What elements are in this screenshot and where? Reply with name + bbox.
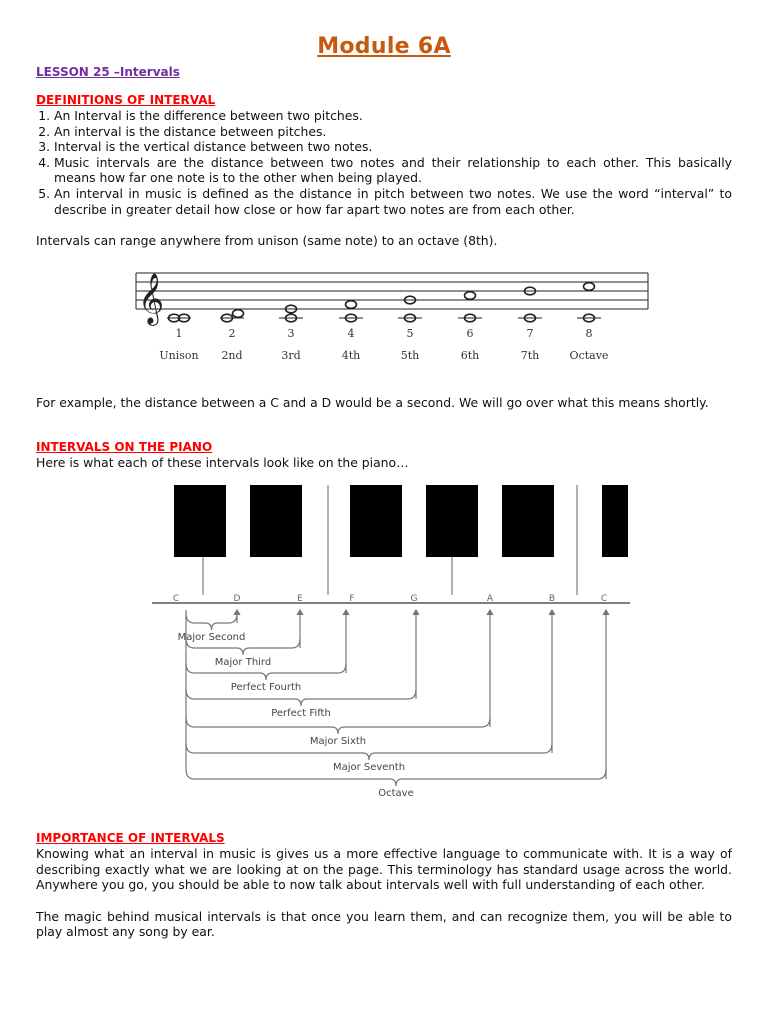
- interval-name: Unison: [159, 348, 199, 362]
- definition-item: 1. An Interval is the difference between two pitches.: [54, 108, 732, 124]
- arrow-up-icon: [549, 610, 555, 615]
- black-key: [174, 485, 226, 557]
- staff-notes: [167, 282, 601, 321]
- interval-bracket: [186, 743, 552, 760]
- black-key: [350, 485, 402, 557]
- black-keys: [174, 485, 628, 557]
- treble-clef-icon: 𝄞: [138, 272, 165, 324]
- black-key: [250, 485, 302, 557]
- black-key: [502, 485, 554, 557]
- interval-name: 5th: [400, 348, 420, 362]
- document-page: [36, 30, 732, 940]
- interval-staff-figure: [36, 261, 732, 391]
- key-label: E: [297, 593, 303, 604]
- interval-bracket-label: Major Third: [214, 656, 272, 668]
- whole-note: [465, 291, 476, 299]
- importance-paragraph-1: Knowing what an interval in music is gives us a more effective language to communicate with. It is a way of describing exactly what we are looking at on the page. This terminology has standard usage across the world. Anywhere you go, you should be able to now talk about intervals well with full understanding of each other.: [36, 845, 732, 893]
- definition-item: 5. An interval in music is defined as the distance in pitch between two notes. We use the word “interval” to describe in greater detail how close or how far apart two notes are from each other.: [54, 186, 732, 217]
- arrow-up-icon: [487, 610, 493, 615]
- example-text: For example, the distance between a C and a D would be a second. We will go over what this means shortly.: [36, 394, 709, 410]
- definition-item: 3. Interval is the vertical distance between two notes.: [54, 139, 732, 155]
- interval-name: 6th: [460, 348, 480, 362]
- definition-item: 2. An interval is the distance between pitches.: [54, 124, 732, 140]
- key-label: A: [486, 593, 494, 604]
- arrow-up-icon: [297, 610, 303, 615]
- interval-name: 7th: [520, 348, 540, 362]
- whole-note: [584, 282, 595, 290]
- interval-number: 3: [287, 326, 295, 340]
- module-title: Module 6A: [317, 34, 451, 59]
- interval-bracket: [186, 613, 237, 630]
- arrow-up-icon: [343, 610, 349, 615]
- staff-svg: [36, 261, 732, 391]
- interval-bracket-label: Perfect Fourth: [230, 681, 302, 693]
- staff-lines: [136, 273, 648, 309]
- piano-svg: [36, 475, 732, 825]
- interval-number: 8: [585, 326, 593, 340]
- interval-bracket-label: Major Sixth: [309, 735, 367, 747]
- importance-paragraph-2: The magic behind musical intervals is that once you learn them, and can recognize them, you will be able to play almost any song by ear.: [36, 908, 732, 940]
- interval-brackets: [186, 610, 609, 786]
- definitions-list: [36, 108, 732, 217]
- interval-bracket-label: Perfect Fifth: [271, 707, 331, 719]
- interval-labels: [178, 632, 414, 799]
- arrow-up-icon: [603, 610, 609, 615]
- lesson-title: LESSON 25 –Intervals: [36, 65, 180, 79]
- key-label: C: [600, 593, 608, 604]
- interval-number: 2: [228, 326, 236, 340]
- key-label: C: [172, 593, 180, 604]
- whole-note: [346, 300, 357, 308]
- importance-heading: IMPORTANCE OF INTERVALS: [36, 830, 225, 845]
- arrow-up-icon: [413, 610, 419, 615]
- key-label: F: [349, 593, 355, 604]
- interval-bracket: [186, 717, 490, 734]
- interval-number: 4: [347, 326, 355, 340]
- key-label: G: [410, 593, 418, 604]
- piano-intro: Here is what each of these intervals look like on the piano…: [36, 455, 409, 471]
- piano-heading: INTERVALS ON THE PIANO: [36, 440, 213, 455]
- interval-name: Octave: [569, 348, 609, 362]
- interval-name: 3rd: [281, 348, 301, 362]
- black-key: [426, 485, 478, 557]
- piano-interval-figure: [36, 475, 732, 825]
- interval-bracket-label: Major Second: [177, 631, 246, 643]
- range-text: Intervals can range anywhere from unison (same note) to an octave (8th).: [36, 233, 498, 249]
- interval-number: 5: [406, 326, 414, 340]
- interval-number: 7: [526, 326, 534, 340]
- staff-labels: [159, 327, 608, 362]
- definition-item: 4. Music intervals are the distance between two notes and their relationship to each other. This basically means how far one note is to the other when being played.: [54, 155, 732, 186]
- definitions-heading: DEFINITIONS OF INTERVAL: [36, 93, 216, 107]
- interval-name: 4th: [341, 348, 361, 362]
- black-key: [602, 485, 628, 557]
- interval-number: 1: [175, 326, 183, 340]
- interval-bracket-label: Major Seventh: [332, 761, 406, 773]
- interval-number: 6: [466, 326, 474, 340]
- interval-name: 2nd: [221, 348, 243, 362]
- interval-bracket-label: Octave: [378, 787, 414, 799]
- key-label: D: [233, 593, 241, 604]
- key-label: B: [548, 593, 556, 604]
- whole-note: [233, 309, 244, 317]
